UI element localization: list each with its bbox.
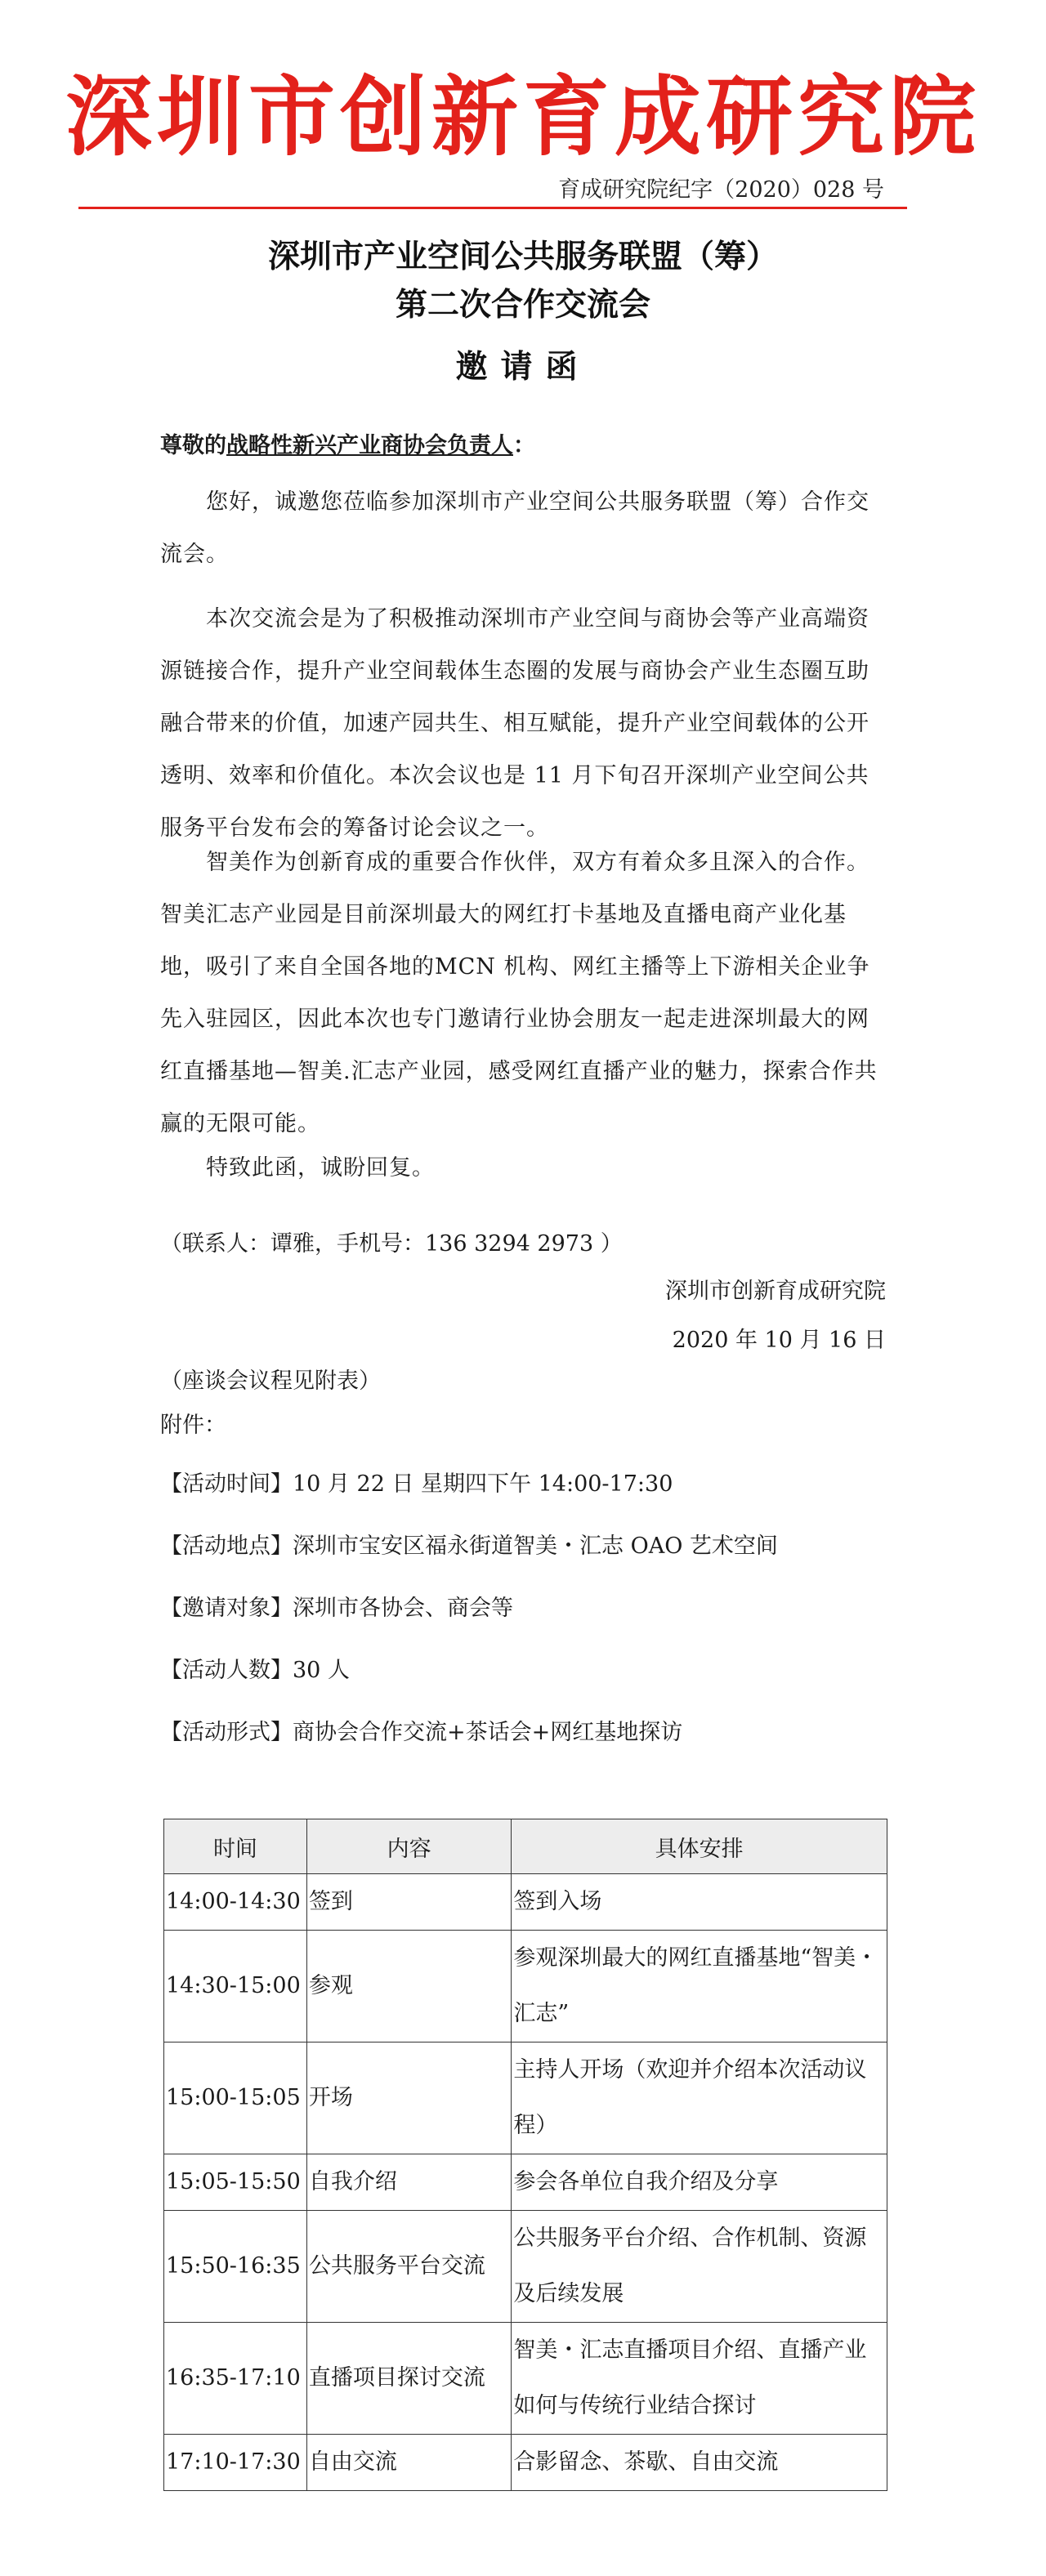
info-item [160, 1590, 513, 1622]
table-row [164, 2435, 887, 2491]
cell-time: 15:50-16:35 [164, 2211, 307, 2323]
table-row [164, 2154, 887, 2211]
cell-detail: 主持人开场（欢迎并介绍本次活动议程） [512, 2042, 887, 2154]
table-row [164, 1874, 887, 1931]
cell-content: 参观 [306, 1931, 511, 2042]
table-row [164, 1931, 887, 2042]
body-paragraph-4: 特致此函，诚盼回复。 [206, 1155, 435, 1181]
info-value: 深圳市宝安区福永街道智美・汇志 OAO 艺术空间 [293, 1534, 778, 1559]
cell-time: 14:00-14:30 [164, 1874, 307, 1931]
cell-time: 17:10-17:30 [164, 2435, 307, 2491]
info-value: 深圳市各协会、商会等 [293, 1596, 513, 1621]
salutation-suffix: ： [513, 433, 535, 458]
salutation-recipient: 战略性新兴产业商协会负责人 [226, 433, 513, 458]
header-time: 时间 [164, 1819, 307, 1874]
info-key: 【 活动地点 】 [160, 1534, 293, 1559]
info-value: 商协会合作交流+茶话会+网红基地探访 [293, 1720, 683, 1745]
agenda-note: （座谈会议程见附表） [160, 1368, 381, 1394]
cell-content: 直播项目探讨交流 [306, 2323, 511, 2435]
info-key: 【 邀请对象 】 [160, 1596, 293, 1621]
contact-info: （联系人：谭雅，手机号：136 3294 2973 ） [160, 1231, 623, 1257]
cell-detail: 公共服务平台介绍、合作机制、资源及后续发展 [512, 2211, 887, 2323]
document-number: 育成研究院纪字（2020）028 号 [558, 177, 884, 203]
header-content: 内容 [306, 1819, 511, 1874]
org-name-heading: 深圳市创新育成研究院 [65, 65, 981, 167]
info-key: 【 活动时间 】 [160, 1471, 293, 1497]
info-item [160, 1528, 778, 1560]
signature-org: 深圳市创新育成研究院 [665, 1279, 886, 1304]
signature-date: 2020 年 10 月 16 日 [672, 1328, 886, 1353]
cell-time: 14:30-15:00 [164, 1931, 307, 2042]
info-item [160, 1466, 673, 1498]
cell-time: 15:05-15:50 [164, 2154, 307, 2211]
body-paragraph-3: 智美作为创新育成的重要合作伙伴，双方有着众多且深入的合作。智美汇志产业园是目前深圳最大的网红打卡基地及直播电商产业化基地，吸引了来自全国各地的MCN 机构、网红主播等上下游相关企业争先入驻园区，因此本次也专门邀请行业协会朋友一起走进深圳最大的网红直播基地—智美.汇志产业园，感受网红直播产业的魅力，探索合作共赢的无限可能。 [160, 850, 878, 1136]
table-row [164, 2042, 887, 2154]
body-paragraph-2: 本次交流会是为了积极推动深圳市产业空间与商协会等产业高端资源链接合作，提升产业空间载体生态圈的发展与商协会产业生态圈互助融合带来的价值，加速产园共生、相互赋能，提升产业空间载体的公开透明、效率和价值化。本次会议也是 11 月下旬召开深圳产业空间公共服务平台发布会的筹备讨论会议之一。 [160, 606, 869, 841]
header-detail: 具体安排 [512, 1819, 887, 1874]
info-key: 【 活动人数 】 [160, 1658, 293, 1683]
info-item [160, 1652, 350, 1684]
cell-detail: 参会各单位自我介绍及分享 [512, 2154, 887, 2211]
cell-detail: 参观深圳最大的网红直播基地“智美・汇志” [512, 1931, 887, 2042]
cell-content: 公共服务平台交流 [306, 2211, 511, 2323]
red-divider [78, 207, 907, 209]
table-row [164, 2211, 887, 2323]
title-invitation: 邀请函 [455, 348, 591, 386]
cell-time: 15:00-15:05 [164, 2042, 307, 2154]
cell-content: 自我介绍 [306, 2154, 511, 2211]
table-row [164, 2323, 887, 2435]
info-item [160, 1714, 682, 1746]
info-value: 30 人 [293, 1658, 350, 1683]
cell-content: 签到 [306, 1874, 511, 1931]
title-line-2: 第二次合作交流会 [395, 286, 650, 324]
info-key: 【 活动形式 】 [160, 1720, 293, 1745]
attachment-label: 附件： [160, 1413, 226, 1438]
salutation [160, 427, 535, 459]
cell-content: 自由交流 [306, 2435, 511, 2491]
cell-detail: 合影留念、茶歇、自由交流 [512, 2435, 887, 2491]
cell-detail: 智美・汇志直播项目介绍、直播产业如何与传统行业结合探讨 [512, 2323, 887, 2435]
cell-detail: 签到入场 [512, 1874, 887, 1931]
schedule-table [163, 1819, 887, 2491]
table-header-row [164, 1819, 887, 1874]
cell-content: 开场 [306, 2042, 511, 2154]
cell-time: 16:35-17:10 [164, 2323, 307, 2435]
info-value: 10 月 22 日 星期四下午 14:00-17:30 [293, 1471, 673, 1497]
title-line-1: 深圳市产业空间公共服务联盟（筹） [267, 238, 778, 275]
body-paragraph-1: 您好，诚邀您莅临参加深圳市产业空间公共服务联盟（筹）合作交流会。 [160, 489, 869, 567]
salutation-prefix: 尊敬的 [160, 433, 226, 458]
